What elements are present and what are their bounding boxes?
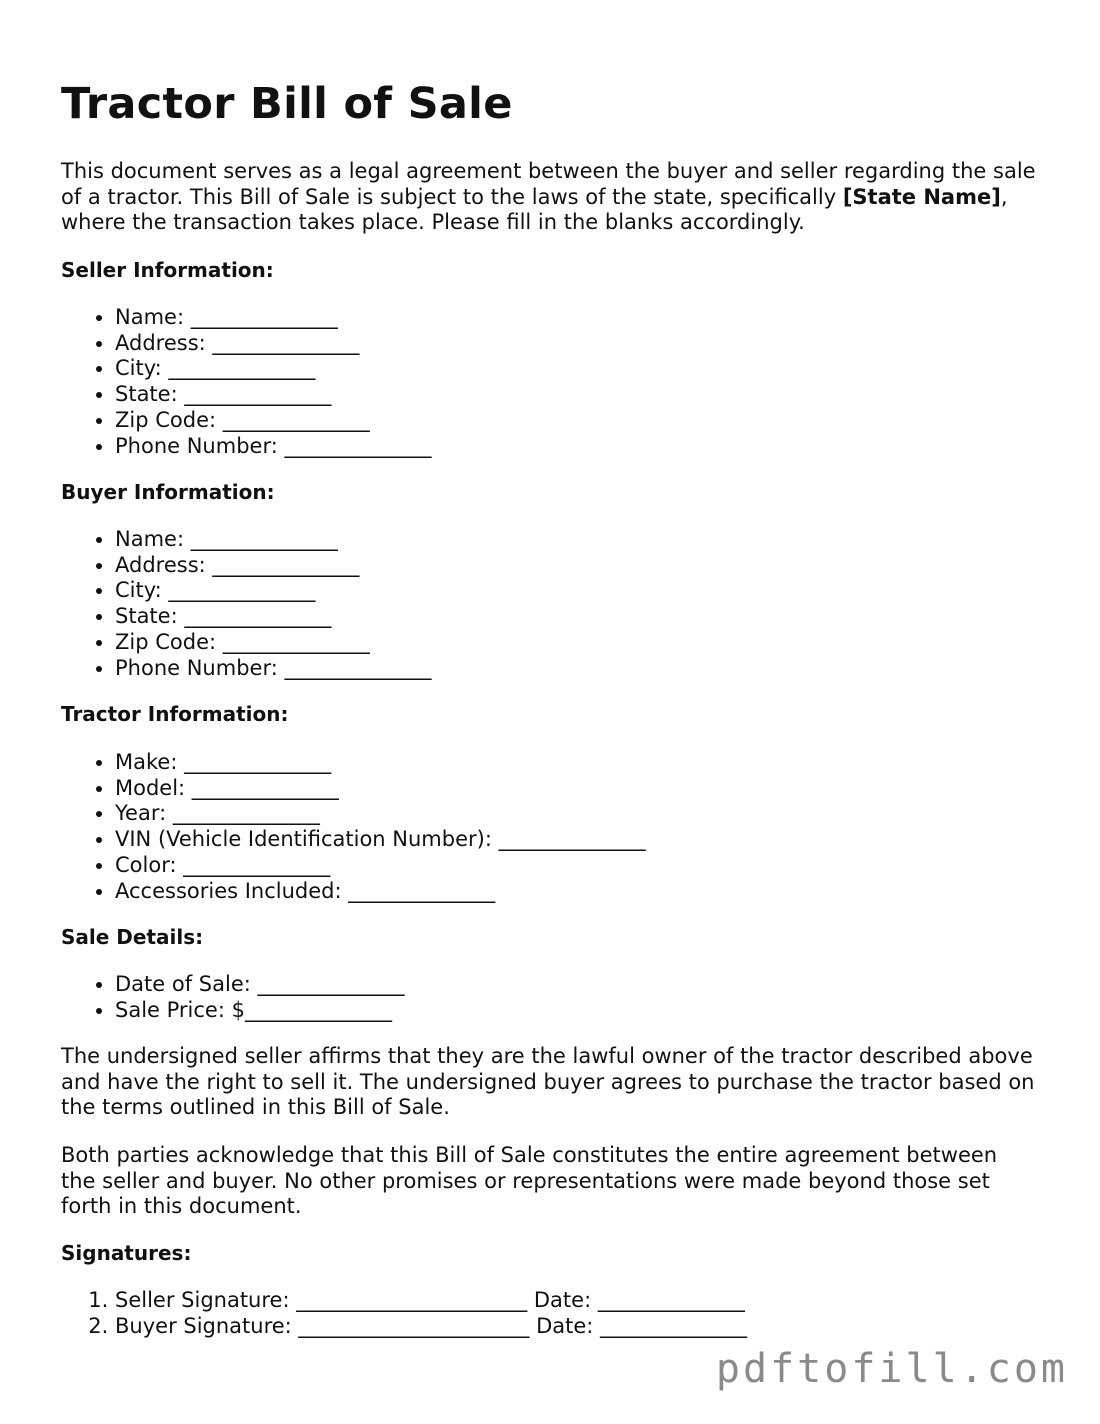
seller-phone-field: • Phone Number: ______________ xyxy=(115,434,431,460)
buyer-name-field: • Name: ______________ xyxy=(115,527,431,553)
seller-city-field: • City: ______________ xyxy=(115,356,431,382)
buyer-state-field: • State: ______________ xyxy=(115,604,431,630)
acknowledgement-paragraph: Both parties acknowledge that this Bill of Sale constitutes the entire agreement between the seller and buyer. No other promises or representations were made beyond those set forth in this document. xyxy=(61,1143,998,1218)
sale-fields xyxy=(61,972,405,1023)
document-title: Tractor Bill of Sale xyxy=(61,79,513,129)
buyer-signature-line: 2. Buyer Signature: ______________________ Date: ______________ xyxy=(115,1314,747,1340)
affirmation-paragraph: The undersigned seller affirms that they are the lawful owner of the tractor described above and have the right to sell it. The undersigned buyer agrees to purchase the tractor based on the terms outlined in this Bill of Sale. xyxy=(61,1044,1035,1119)
tractor-year-field: • Year: ______________ xyxy=(115,801,646,827)
tractor-fields xyxy=(61,750,646,904)
seller-signature-line: 1. Seller Signature: ______________________ Date: ______________ xyxy=(115,1288,747,1314)
buyer-fields xyxy=(61,527,431,681)
signature-lines xyxy=(61,1288,747,1339)
buyer-zip-field: • Zip Code: ______________ xyxy=(115,630,431,656)
watermark: pdftofill.com xyxy=(715,1346,1068,1392)
tractor-vin-field: • VIN (Vehicle Identification Number): ______________ xyxy=(115,827,646,853)
buyer-address-field: • Address: ______________ xyxy=(115,553,431,579)
seller-fields xyxy=(61,305,431,459)
intro-paragraph xyxy=(61,159,1036,236)
buyer-heading: Buyer Information: xyxy=(61,480,275,504)
tractor-heading: Tractor Information: xyxy=(61,702,289,726)
seller-name-field: • Name: ______________ xyxy=(115,305,431,331)
buyer-phone-field: • Phone Number: ______________ xyxy=(115,656,431,682)
seller-state-field: • State: ______________ xyxy=(115,382,431,408)
sale-heading: Sale Details: xyxy=(61,925,204,949)
sale-price-field: • Sale Price: $______________ xyxy=(115,998,405,1024)
tractor-make-field: • Make: ______________ xyxy=(115,750,646,776)
seller-zip-field: • Zip Code: ______________ xyxy=(115,408,431,434)
sale-date-field: • Date of Sale: ______________ xyxy=(115,972,405,998)
buyer-city-field: • City: ______________ xyxy=(115,578,431,604)
intro-text-before: This document serves as a legal agreement between the buyer and seller regarding the sale of a tractor. This Bill of Sale is subject to the laws of the state, specifically xyxy=(61,159,1036,209)
state-name-placeholder: [State Name] xyxy=(842,184,1001,209)
intro-text-after: , where the transaction takes place. Please fill in the blanks accordingly. xyxy=(61,184,1008,234)
signatures-heading: Signatures: xyxy=(61,1241,192,1265)
tractor-accessories-field: • Accessories Included: ______________ xyxy=(115,879,646,905)
tractor-model-field: • Model: ______________ xyxy=(115,776,646,802)
seller-address-field: • Address: ______________ xyxy=(115,331,431,357)
seller-heading: Seller Information: xyxy=(61,258,274,282)
tractor-color-field: • Color: ______________ xyxy=(115,853,646,879)
